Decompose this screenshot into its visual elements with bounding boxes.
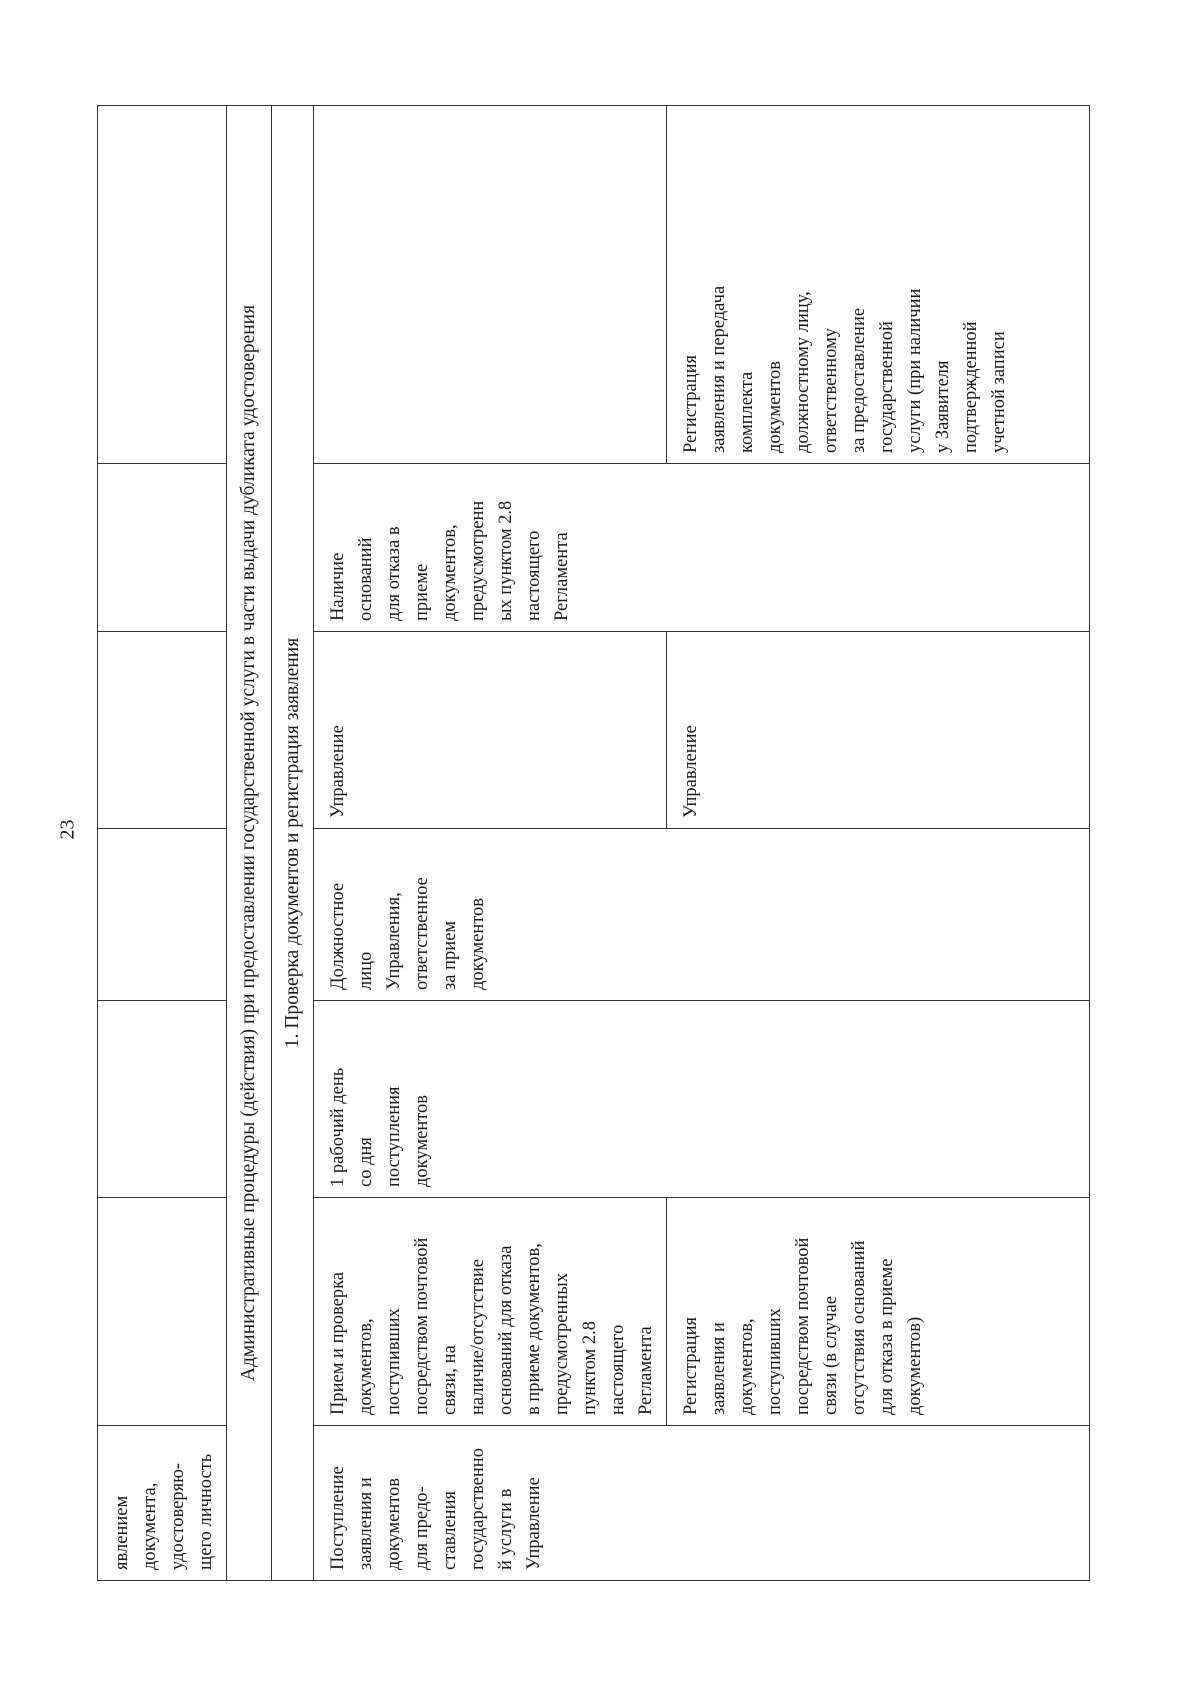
table-cell-place: Управление — [314, 632, 667, 829]
continuation-cell-2 — [98, 1198, 227, 1426]
section-header: Административные процедуры (действия) при предоставлении государственной услуги в части выдачи дубликата удостоверения — [227, 106, 272, 1581]
table-cell-basis: Поступление заявления и документов для предо- ставления государственно й услуги в Управление — [314, 1426, 1090, 1581]
table-cell-term: 1 рабочий день со дня поступления документов — [314, 1001, 1090, 1198]
subsection-header: 1. Проверка документов и регистрация заявления — [272, 106, 314, 1581]
table-cell-criteria: Наличие оснований для отказа в приеме документов, предусмотренн ых пунктом 2.8 настоящего Регламента — [314, 464, 1090, 632]
continuation-row — [98, 106, 227, 1581]
rotated-page-content — [97, 106, 1051, 1581]
continuation-cell-6 — [98, 464, 227, 632]
continuation-cell-5 — [98, 632, 227, 829]
table-cell-result: Регистрация заявления и передача комплекта документов должностному лицу, ответственному за предоставление государственной услуги (при наличии у Заявителя подтвержденной учетной записи — [667, 106, 1090, 464]
table-cell-place: Управление — [667, 632, 1090, 829]
table-cell-action: Прием и проверка документов, поступивших посредством почтовой связи, на наличие/отсутствие оснований для отказа в приеме документов, предусмотренных пунктом 2.8 настоящего Регламента — [314, 1198, 667, 1426]
continuation-cell-1: явлением документа, удостоверяю- щего личность — [98, 1426, 227, 1581]
section-header-row — [227, 106, 272, 1581]
continuation-cell-4 — [98, 829, 227, 1001]
procedure-table — [97, 105, 1090, 1581]
table-row — [314, 106, 667, 1581]
page-number: 23 — [56, 819, 79, 840]
continuation-cell-7 — [98, 106, 227, 464]
continuation-cell-3 — [98, 1001, 227, 1198]
table-cell-result — [314, 106, 667, 464]
subsection-header-row — [272, 106, 314, 1581]
table-cell-action: Регистрация заявления и документов, поступивших посредством почтовой связи (в случае отсутствия оснований для отказа в приеме документов) — [667, 1198, 1090, 1426]
table-cell-responsible: Должностное лицо Управления, ответственное за прием документов — [314, 829, 1090, 1001]
